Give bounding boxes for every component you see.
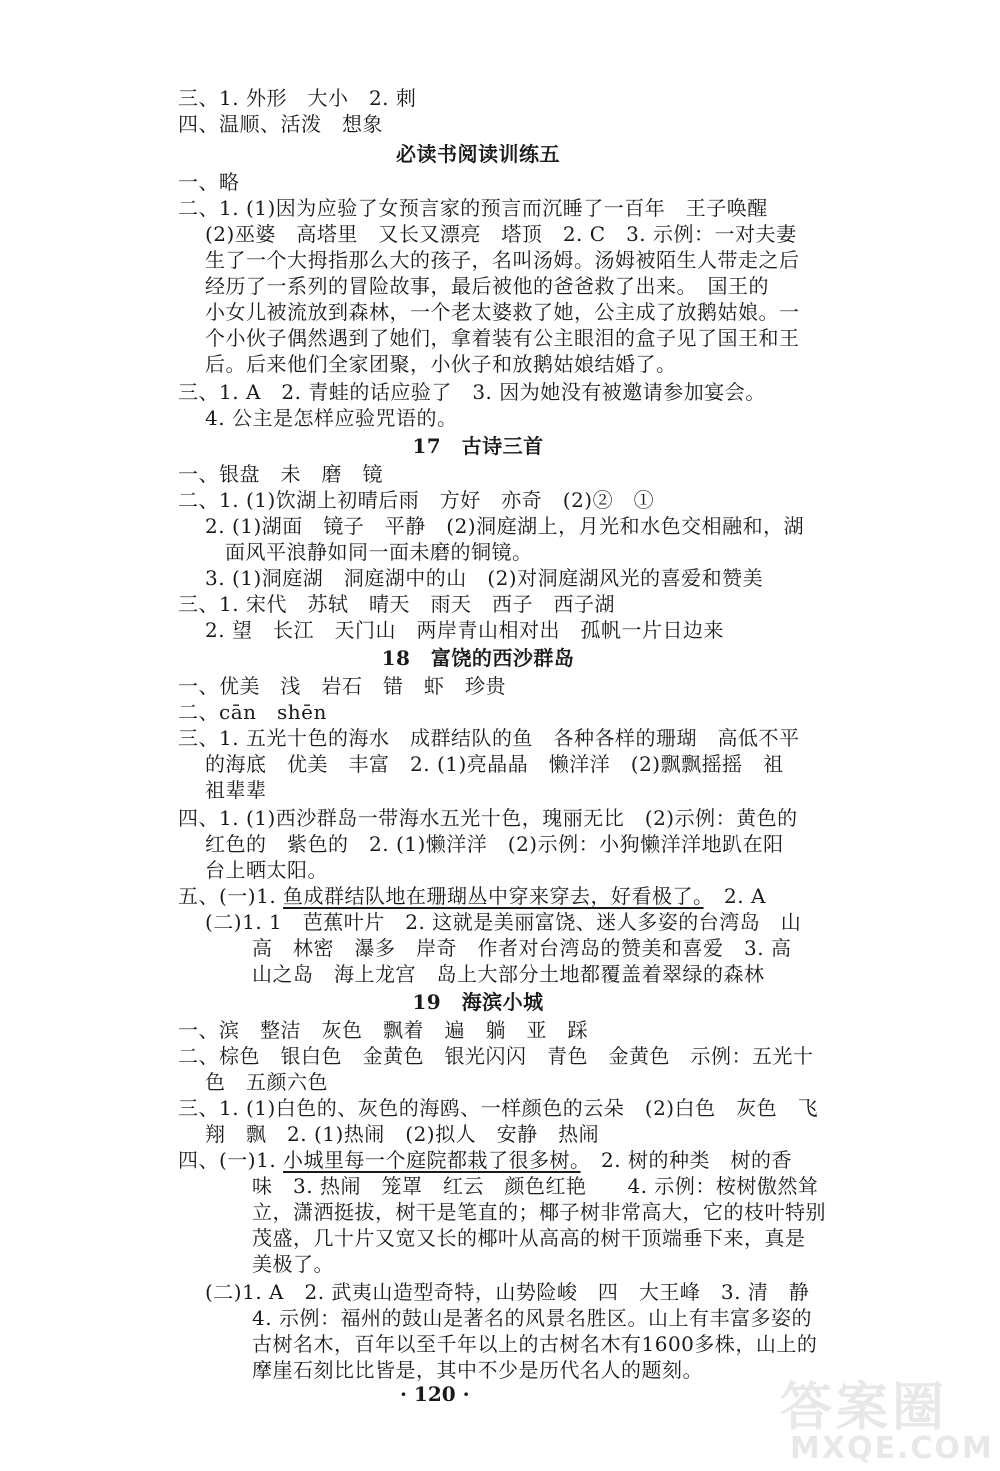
answer-text: 美极了。	[252, 1252, 334, 1276]
answer-text: 后。后来他们全家团聚，小伙子和放鹅姑娘结婚了。	[205, 352, 677, 376]
answer-text: 4. 公主是怎样应验咒语的。	[205, 406, 458, 430]
answer-text: 三、1. 五光十色的海水 成群结队的鱼 各种各样的珊瑚 高低不平	[178, 726, 800, 750]
answer-text: 翔 飘 2. (1)热闹 (2)拟人 安静 热闹	[205, 1122, 600, 1146]
answer-line	[178, 1016, 588, 1044]
answer-text: (2)巫婆 高塔里 又长又漂亮 塔顶 2. C 3. 示例：一对夫妻	[205, 222, 797, 246]
answer-line	[205, 272, 769, 300]
answer-text: 3. (1)洞庭湖 洞庭湖中的山 (2)对洞庭湖风光的喜爱和赞美	[205, 566, 764, 590]
answer-line	[205, 1068, 328, 1096]
answer-text: 味 3. 热闹 笼罩 红云 颜色红艳 4. 示例：桉树傲然耸	[252, 1174, 819, 1198]
answer-text: 祖辈辈	[205, 778, 267, 802]
answer-text: 摩崖石刻比比皆是，其中不少是历代名人的题刻。	[252, 1358, 703, 1382]
answer-text: 二、棕色 银白色 金黄色 银光闪闪 青色 金黄色 示例：五光十	[178, 1044, 814, 1068]
page-number: · 120 ·	[400, 1382, 470, 1406]
answer-line	[178, 590, 615, 618]
answer-text: 的海底 优美 丰富 2. (1)亮晶晶 懒洋洋 (2)飘飘摇摇 祖	[205, 752, 784, 776]
answer-line	[205, 776, 267, 804]
answer-text: 红色的 紫色的 2. (1)懒洋洋 (2)示例：小狗懒洋洋地趴在阳	[205, 832, 784, 856]
watermark	[760, 1365, 994, 1466]
answer-text: (二)1. 1 芭蕉叶片 2. 这就是美丽富饶、迷人多姿的台湾岛 山	[205, 910, 802, 934]
answer-text: 四、(一)1.	[178, 1148, 284, 1172]
answer-text: 二、cān shēn	[178, 700, 327, 724]
answer-text: 山之岛 海上龙宫 岛上大部分土地都覆盖着翠绿的森林	[252, 962, 765, 986]
answer-text: 一、略	[178, 170, 240, 194]
answer-line	[252, 1304, 812, 1332]
answer-text: 四、温顺、活泼 想象	[178, 112, 383, 136]
answer-line	[205, 856, 328, 884]
answer-text: 四、1. (1)西沙群岛一带海水五光十色，瑰丽无比 (2)示例：黄色的	[178, 806, 798, 830]
answer-line	[178, 882, 766, 910]
answer-line	[205, 1120, 599, 1148]
answer-line	[178, 486, 654, 514]
answer-text: 三、1. (1)白色的、灰色的海鸥、一样颜色的云朵 (2)白色 灰色 飞	[178, 1096, 819, 1120]
answer-line	[205, 830, 784, 858]
answer-line	[205, 1278, 809, 1306]
answer-line	[205, 908, 801, 936]
answer-text: 一、优美 浅 岩石 错 虾 珍贵	[178, 674, 506, 698]
answer-line	[178, 110, 383, 138]
watermark-url: MXQE.COM	[790, 1431, 994, 1466]
answer-line	[178, 460, 383, 488]
underlined-answer: 鱼成群结队地在珊瑚丛中穿来穿去，好看极了。	[283, 884, 704, 908]
answer-text: 经历了一系列的冒险故事，最后被他的爸爸救了出来。 国王的	[205, 274, 769, 298]
answer-text: 三、1. 宋代 苏轼 晴天 雨天 西子 西子湖	[178, 592, 615, 616]
answer-line	[205, 298, 800, 326]
answer-line	[178, 1094, 818, 1122]
answer-text-tail: 2. 树的种类 树的香	[580, 1148, 792, 1172]
answer-text: (二)1. A 2. 武夷山造型奇特，山势险峻 四 大王峰 3. 清 静	[205, 1280, 810, 1304]
answer-text: 个小伙子偶然遇到了她们，拿着装有公主眼泪的盒子见了国王和王	[205, 326, 800, 350]
answer-line	[178, 1042, 814, 1070]
answer-line	[205, 246, 800, 274]
answer-text: 面风平浪静如同一面未磨的铜镜。	[225, 540, 533, 564]
answer-text: 五、(一)1.	[178, 884, 284, 908]
answer-line	[252, 1250, 334, 1278]
answer-text: 2. (1)湖面 镜子 平静 (2)洞庭湖上，月光和水色交相融和，湖	[205, 514, 805, 538]
answer-line	[178, 194, 768, 222]
answer-line	[252, 960, 765, 988]
answer-text: 立，潇洒挺拔，树干是笔直的；椰子树非常高大，它的枝叶特别	[252, 1200, 826, 1224]
answer-line	[205, 564, 763, 592]
answer-text: 二、1. (1)因为应验了女预言家的预言而沉睡了一百年 王子唤醒	[178, 196, 768, 220]
answer-text: 一、银盘 未 磨 镜	[178, 462, 383, 486]
answer-line	[205, 404, 457, 432]
answer-text: 二、1. (1)饮湖上初晴后雨 方好 亦奇 (2)② ①	[178, 488, 655, 512]
answer-line	[252, 1224, 806, 1252]
section-title: 19 海滨小城	[412, 990, 544, 1014]
answer-text: 2. 望 长江 天门山 两岸青山相对出 孤帆一片日边来	[205, 618, 724, 642]
answer-line	[205, 350, 677, 378]
answer-line	[225, 538, 533, 566]
answer-line	[178, 804, 798, 832]
answer-text: 古树名木，百年以至千年以上的古树名木有1600多株，山上的	[252, 1332, 818, 1356]
answer-text: 茂盛，几十片又宽又长的椰叶从高高的树干顶端垂下来，真是	[252, 1226, 806, 1250]
answer-text: 色 五颜六色	[205, 1070, 328, 1094]
answer-line	[178, 168, 240, 196]
answer-line	[178, 378, 766, 406]
answer-text: 4. 示例：福州的鼓山是著名的风景名胜区。山上有丰富多姿的	[252, 1306, 812, 1330]
answer-line	[252, 934, 791, 962]
answer-line	[178, 724, 799, 752]
section-title: 必读书阅读训练五	[396, 142, 560, 166]
answer-line	[252, 1356, 703, 1384]
answer-line	[252, 1330, 817, 1358]
answer-line	[252, 1172, 818, 1200]
section-title: 17 古诗三首	[412, 434, 544, 458]
underlined-answer: 小城里每一个庭院都栽了很多树。	[283, 1148, 581, 1172]
answer-text: 高 林密 瀑多 岸奇 作者对台湾岛的赞美和喜爱 3. 高	[252, 936, 792, 960]
answer-line	[205, 750, 784, 778]
answer-line	[252, 1198, 826, 1226]
answer-line	[205, 616, 724, 644]
watermark-logo-text: 答案圈	[780, 1378, 949, 1438]
answer-line	[178, 1146, 792, 1174]
answer-text: 三、1. 外形 大小 2. 刺	[178, 86, 417, 110]
answer-text: 三、1. A 2. 青蛙的话应验了 3. 因为她没有被邀请参加宴会。	[178, 380, 766, 404]
answer-text-tail: 2. A	[703, 884, 766, 908]
answer-line	[205, 512, 804, 540]
answer-text: 小女儿被流放到森林，一个老太婆救了她，公主成了放鹅姑娘。一	[205, 300, 800, 324]
answer-text: 台上晒太阳。	[205, 858, 328, 882]
answer-line	[205, 220, 797, 248]
answer-line	[205, 324, 800, 352]
answer-line	[178, 84, 416, 112]
answer-text: 生了一个大拇指那么大的孩子，名叫汤姆。汤姆被陌生人带走之后	[205, 248, 800, 272]
section-title: 18 富饶的西沙群岛	[381, 646, 575, 670]
answer-text: 一、滨 整洁 灰色 飘着 遍 躺 亚 踩	[178, 1018, 588, 1042]
answer-line	[178, 672, 506, 700]
answer-line	[178, 698, 327, 726]
